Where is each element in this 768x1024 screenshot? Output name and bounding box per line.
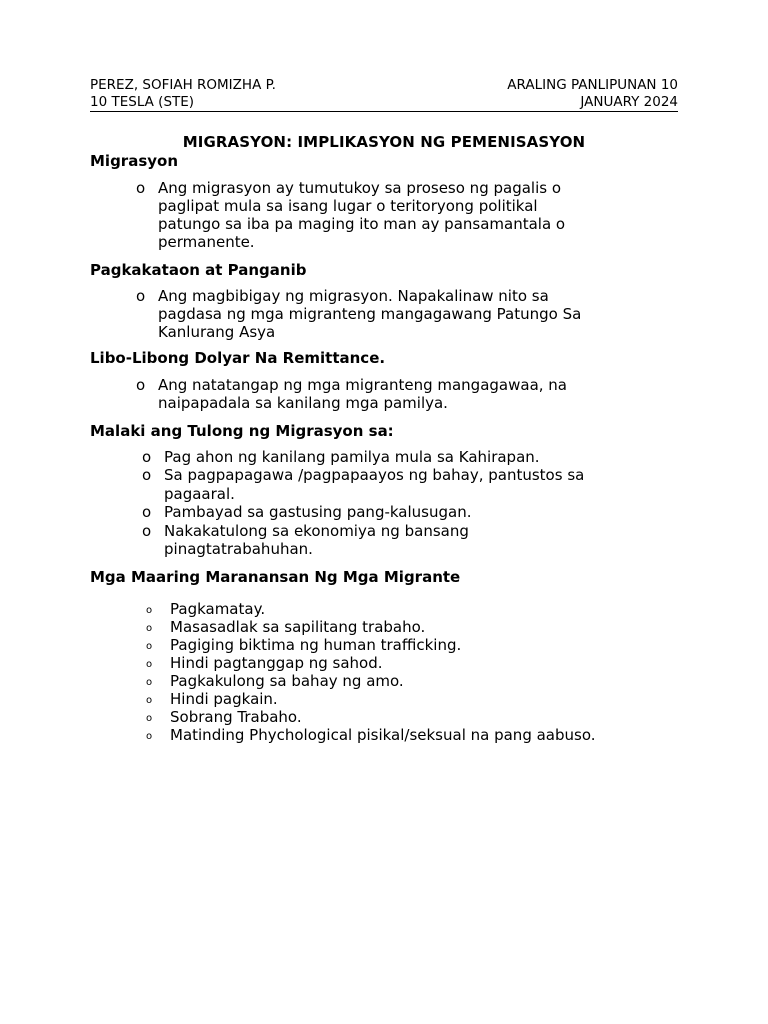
list-item-line: Nakakatulong sa ekonomiya ng bansang bbox=[164, 522, 469, 540]
list-item-line: naipapadala sa kanilang mga pamilya. bbox=[158, 394, 448, 412]
list-item-line: Ang natatangap ng mga migranteng mangagawaa, na bbox=[158, 376, 567, 394]
list-bullet: o bbox=[142, 466, 152, 484]
list-bullet: o bbox=[136, 376, 146, 394]
header-row-1 bbox=[90, 77, 678, 94]
list-bullet: o bbox=[136, 179, 146, 197]
document-title: MIGRASYON: IMPLIKASYON NG PEMENISASYON bbox=[182, 133, 586, 151]
list-bullet: o bbox=[142, 522, 152, 540]
list-item-line: Ang migrasyon ay tumutukoy sa proseso ng pagalis o bbox=[158, 179, 562, 197]
list-item-line: patungo sa iba pa maging ito man ay pansamantala o bbox=[158, 215, 566, 233]
section-heading-tulong: Malaki ang Tulong ng Migrasyon sa: bbox=[90, 422, 394, 440]
list-bullet: o bbox=[146, 605, 153, 616]
list-item-line: Pagiging biktima ng human trafficking. bbox=[170, 636, 462, 654]
list-bullet: o bbox=[146, 713, 153, 724]
list-item-line: pinagtatrabahuhan. bbox=[164, 540, 313, 558]
section-heading-migrasyon: Migrasyon bbox=[90, 152, 179, 170]
list-item-line: Pagkamatay. bbox=[170, 600, 266, 618]
document-date: JANUARY 2024 bbox=[580, 94, 678, 110]
header-divider bbox=[90, 111, 678, 112]
list-item-line: pagaaral. bbox=[164, 485, 235, 503]
section-heading-migrante: Mga Maaring Maranansan Ng Mga Migrante bbox=[90, 568, 461, 586]
document-header bbox=[90, 77, 678, 111]
list-item-line: Hindi pagtanggap ng sahod. bbox=[170, 654, 383, 672]
list-bullet: o bbox=[146, 641, 153, 652]
list-item-line: Pag ahon ng kanilang pamilya mula sa Kahirapan. bbox=[164, 448, 540, 466]
list-item-line: pagdasa ng mga migranteng mangagawang Patungo Sa bbox=[158, 305, 582, 323]
header-row-2 bbox=[90, 94, 678, 111]
list-item-line: Hindi pagkain. bbox=[170, 690, 278, 708]
list-bullet: o bbox=[142, 503, 152, 521]
list-bullet: o bbox=[146, 677, 153, 688]
class-section: 10 TESLA (STE) bbox=[90, 94, 195, 110]
list-bullet: o bbox=[146, 623, 153, 634]
list-bullet: o bbox=[146, 659, 153, 670]
list-bullet: o bbox=[146, 695, 153, 706]
list-item-line: Matinding Phychological pisikal/seksual na pang aabuso. bbox=[170, 726, 596, 744]
list-item-line: Sobrang Trabaho. bbox=[170, 708, 302, 726]
student-name: PEREZ, SOFIAH ROMIZHA P. bbox=[90, 77, 276, 93]
list-bullet: o bbox=[136, 287, 146, 305]
list-item-line: paglipat mula sa isang lugar o teritoryong politikal bbox=[158, 197, 538, 215]
list-bullet: o bbox=[146, 731, 153, 742]
list-item-line: Pambayad sa gastusing pang-kalusugan. bbox=[164, 503, 472, 521]
list-item-line: Ang magbibigay ng migrasyon. Napakalinaw nito sa bbox=[158, 287, 549, 305]
list-item-line: Sa pagpapagawa /pagpapaayos ng bahay, pantustos sa bbox=[164, 466, 585, 484]
list-item-line: permanente. bbox=[158, 233, 255, 251]
list-item-line: Kanlurang Asya bbox=[158, 323, 276, 341]
section-heading-pagkakataon: Pagkakataon at Panganib bbox=[90, 261, 307, 279]
section-heading-remittance: Libo-Libong Dolyar Na Remittance. bbox=[90, 349, 386, 367]
subject-name: ARALING PANLIPUNAN 10 bbox=[507, 77, 678, 93]
list-bullet: o bbox=[142, 448, 152, 466]
list-item-line: Pagkakulong sa bahay ng amo. bbox=[170, 672, 404, 690]
list-item-line: Masasadlak sa sapilitang trabaho. bbox=[170, 618, 426, 636]
